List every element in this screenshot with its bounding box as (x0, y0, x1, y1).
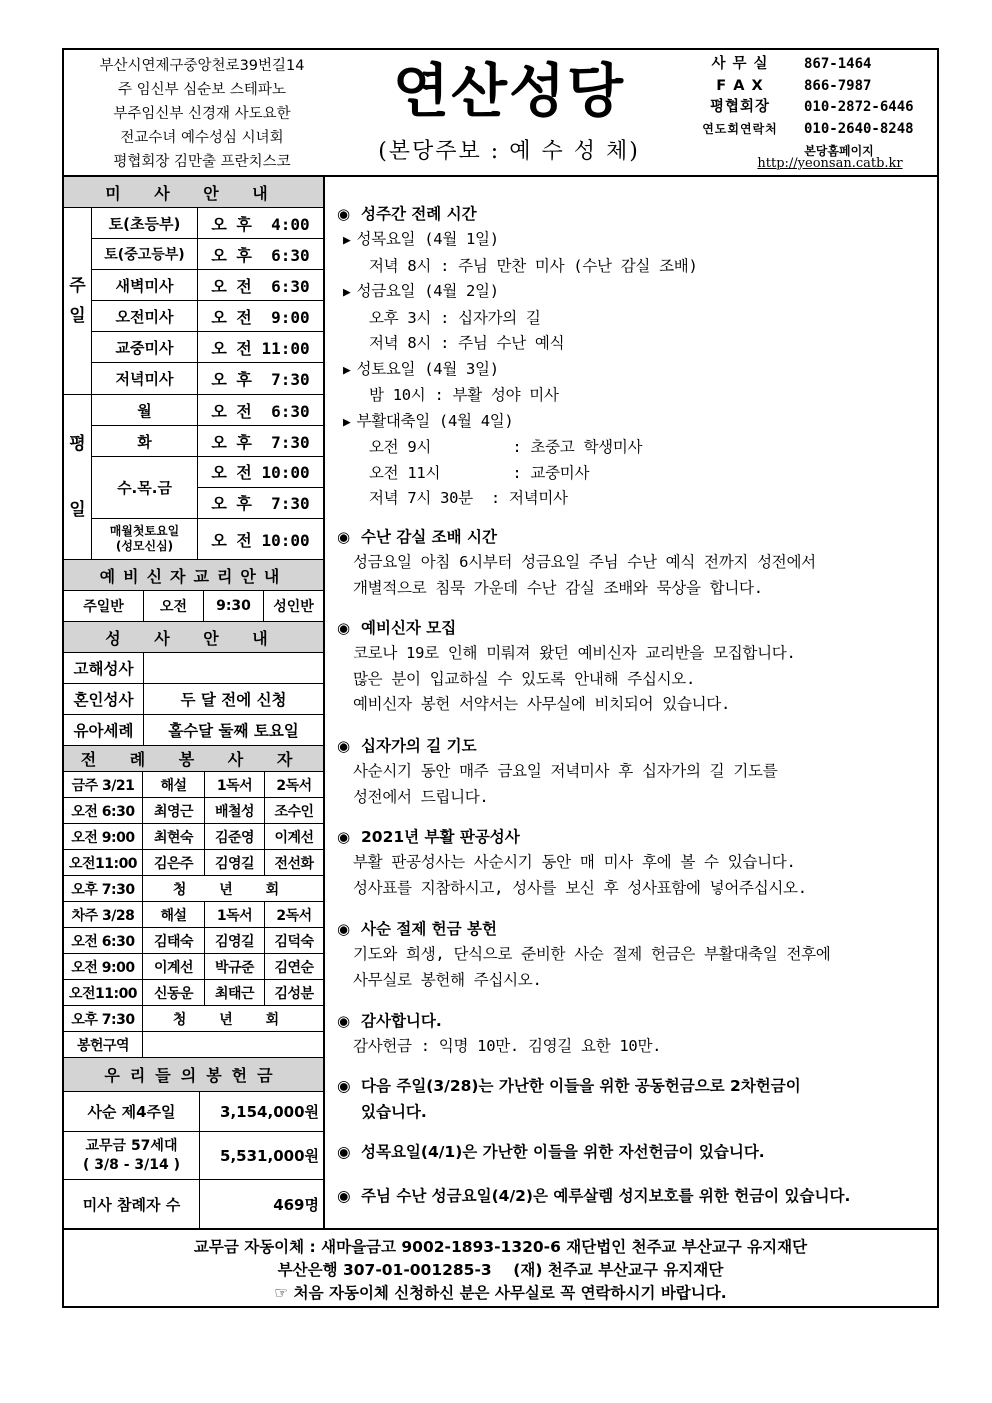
cell: 1독서 (205, 902, 265, 927)
cell: 봉헌구역 (64, 1032, 143, 1057)
notice-good-friday (337, 1183, 935, 1209)
notice-line: 오전 9시 : 초중고 학생미사 (369, 438, 643, 456)
weekday-label (64, 395, 92, 559)
triangle-icon: ▶ (343, 285, 351, 300)
day-title: 성금요일 (4월 2일) (356, 282, 499, 300)
cell: 오전 6:30 (64, 928, 143, 953)
bulletin-frame (62, 48, 939, 1308)
mass-time: 오 후 7:30 (211, 494, 310, 514)
notice-second-collection (337, 1073, 935, 1125)
liturgy-title: 전 례 봉 사 자 (64, 746, 323, 772)
notice-line: 성전에서 드립니다. (353, 787, 489, 806)
mass-name: 토(중고등부) (92, 239, 198, 269)
cell: 주일반 (64, 591, 144, 621)
notice-line: 코로나 19로 인해 미뤄져 왔던 예비신자 교리반을 모집합니다. (353, 644, 796, 662)
cell: 9:30 (204, 591, 264, 621)
bullet-icon: ◉ (337, 528, 351, 546)
cell: 해설 (143, 772, 205, 797)
offering-label (64, 1132, 200, 1179)
sacrament-name: 혼인성사 (64, 684, 144, 714)
mass-name: 새벽미사 (92, 270, 198, 300)
associate-pastor: 부주임신부 신경재 사도요한 (113, 106, 291, 122)
cell: 김연순 (274, 959, 314, 976)
sacrament-value: 홀수달 둘째 토요일 (168, 722, 299, 740)
cell: 오전 (144, 591, 204, 621)
mass-row (92, 270, 323, 301)
notice-text: 성목요일(4/1)은 가난한 이들을 위한 자선헌금이 있습니다. (361, 1143, 765, 1161)
offering-row (64, 1132, 323, 1180)
mass-time: 오 전 11:00 (211, 338, 310, 358)
table-row (64, 876, 323, 902)
cell: 1독서 (205, 772, 265, 797)
sacrament-name: 고해성사 (64, 653, 144, 683)
mass-time: 오 전 9:00 (211, 307, 310, 327)
notice-confession (337, 824, 935, 901)
notice-adoration (337, 524, 935, 601)
contact-yeondo (684, 119, 934, 141)
cell: 조수인 (274, 803, 314, 820)
mass-time: 오 후 4:00 (211, 214, 310, 234)
mass-name (92, 519, 198, 559)
offering-label-line: 교무금 57세대 (85, 1137, 178, 1154)
mass-time: 오 전 10:00 (198, 457, 323, 488)
bullet-icon: ◉ (337, 737, 351, 755)
mass-time: 오 후 7:30 (211, 432, 310, 452)
table-row (64, 928, 323, 954)
bullet-icon: ◉ (337, 1143, 351, 1161)
cell: 오전 6:30 (64, 798, 143, 823)
notice-line: 사순시기 동안 매주 금요일 저녁미사 후 십자가의 길 기도를 (353, 762, 778, 780)
mass-name: 화 (92, 426, 198, 456)
address: 부산시연제구중앙천로39번길14 (99, 58, 305, 74)
notice-lenten-offering (337, 916, 935, 993)
day-title: 성토요일 (4월 3일) (356, 359, 499, 378)
notice-line: 성사표를 지참하시고, 성사를 보신 후 성사표함에 넣어주십시오. (353, 878, 807, 897)
mass-name: 오전미사 (92, 301, 198, 331)
table-row (64, 980, 323, 1006)
notice-title: 수난 감실 조배 시간 (361, 528, 497, 546)
notice-title: 예비신자 모집 (361, 619, 457, 637)
bullet-icon: ◉ (337, 1187, 351, 1205)
bullet-icon: ◉ (337, 828, 351, 846)
mass-row (92, 332, 323, 363)
mass-time: 오 후 7:30 (211, 370, 310, 389)
cell: 오전11:00 (64, 980, 143, 1005)
bullet-icon: ◉ (337, 1012, 351, 1030)
sisters: 전교수녀 예수성심 시녀회 (120, 130, 284, 146)
cell: 성인반 (273, 599, 314, 615)
notice-title: 감사합니다. (361, 1012, 442, 1030)
cell: 이계선 (143, 954, 205, 979)
cell: 김성분 (274, 985, 314, 1002)
notice-line: 예비신자 봉헌 서약서는 사무실에 비치되어 있습니다. (353, 695, 730, 713)
offering-row (64, 1092, 323, 1132)
footer-notice: ☞ 처음 자동이체 신청하신 분은 사무실로 꼭 연락하시기 바랍니다. (274, 1284, 727, 1302)
catechumen-row (64, 591, 323, 622)
mass-time: 오 전 6:30 (211, 401, 310, 421)
sunday-char: 일 (69, 306, 86, 326)
triangle-icon: ▶ (343, 414, 351, 430)
offering-label-line: ( 3/8 - 3/14 ) (82, 1156, 181, 1173)
mass-row (92, 208, 323, 239)
triangle-icon: ▶ (343, 362, 351, 378)
day-title: 성목요일 (4월 1일) (356, 230, 499, 248)
cell: 오후 7:30 (64, 1006, 143, 1031)
cell: 이계선 (274, 829, 314, 846)
sunday-label (64, 208, 92, 394)
offering-value: 5,531,000원 (220, 1147, 319, 1165)
homepage-label: 본당홈페이지 (804, 144, 874, 158)
notice-holy-week (337, 201, 935, 512)
mass-row (92, 426, 323, 457)
offering-value: 469명 (273, 1195, 319, 1214)
mass-time: 오 전 6:30 (211, 276, 310, 296)
cell: 배철성 (205, 798, 265, 823)
notice-line: 밤 10시 : 부활 성야 미사 (369, 386, 559, 404)
council-president: 평협회장 김만출 프란치스코 (113, 154, 291, 170)
table-row (64, 902, 323, 928)
pastor: 주 임신부 심순보 스테파노 (118, 82, 286, 98)
notice-title: 사순 절제 헌금 봉헌 (361, 920, 497, 938)
footer (64, 1228, 937, 1306)
day-title: 부활대축일 (4월 4일) (356, 411, 514, 430)
sacrament-name: 유아세례 (64, 715, 144, 745)
mass-row (92, 519, 323, 559)
notice-line: 저녁 8시 : 주님 만찬 미사 (수난 감실 조배) (369, 256, 698, 275)
notice-text: 주님 수난 성금요일(4/2)은 예루살렘 성지보호를 위한 헌금이 있습니다. (361, 1187, 851, 1205)
contact-value: 867-1464 (804, 56, 872, 72)
notice-line: 기도와 희생, 단식으로 준비한 사순 절제 헌금은 부활대축일 전후에 (353, 945, 831, 963)
mass-row (92, 363, 323, 394)
table-row (64, 1032, 323, 1058)
notices (327, 177, 937, 1228)
mass-name: 월 (92, 395, 198, 425)
sacrament-title: 성 사 안 내 (64, 622, 323, 653)
contact-value: 866-7987 (804, 77, 872, 94)
notice-title: 2021년 부활 판공성사 (361, 828, 520, 846)
notice-text: 있습니다. (361, 1103, 427, 1121)
cell: 김영길 (205, 850, 265, 875)
mass-name: 교중미사 (92, 332, 198, 362)
contact-label: F A X (716, 77, 764, 94)
offering-label: 미사 참례자 수 (64, 1180, 200, 1228)
weekday-mass-block (64, 395, 323, 560)
offering-title: 우리들의봉헌금 (64, 1058, 323, 1092)
cell: 최영근 (143, 798, 205, 823)
footer-account-2: 부산은행 307-01-001285-3 (재) 천주교 부산교구 유지재단 (277, 1261, 724, 1279)
mass-name: 토(초등부) (92, 208, 198, 238)
notice-stations (337, 733, 935, 810)
notice-line: 부활 판공성사는 사순시기 동안 매 미사 후에 볼 수 있습니다. (353, 853, 796, 871)
bulletin-title: 연산성당 (392, 57, 626, 125)
bullet-icon: ◉ (337, 920, 351, 938)
weekday-char: 평 (69, 434, 86, 454)
mass-time: 오 전 10:00 (211, 530, 310, 550)
cell: 오전 9:00 (64, 824, 143, 849)
mass-name: 저녁미사 (92, 363, 198, 394)
notice-catechumen (337, 615, 935, 718)
cell: 금주 3/21 (64, 772, 143, 797)
cell: 2독서 (276, 777, 312, 794)
cell: 신동운 (143, 980, 205, 1005)
mass-name: 수.목.금 (92, 457, 198, 518)
mass-time: 오 후 6:30 (211, 245, 310, 265)
mass-row (92, 395, 323, 426)
sunday-char: 주 (69, 276, 86, 296)
header (64, 50, 937, 177)
contact-council (684, 97, 934, 119)
bullet-icon: ◉ (337, 1077, 351, 1095)
contact-label: 평협회장 (709, 99, 771, 115)
cell: 오전11:00 (64, 850, 143, 875)
bullet-icon: ◉ (337, 205, 351, 223)
notice-line: 사무실로 봉헌해 주십시오. (353, 970, 542, 989)
homepage-link[interactable]: http://yeonsan.catb.kr (757, 156, 903, 171)
offering-row (64, 1180, 323, 1228)
contact-fax (684, 76, 934, 98)
sacrament-row (64, 715, 323, 746)
mass-name-line: (성모신심) (115, 539, 174, 553)
notice-holy-thursday (337, 1139, 935, 1165)
contact-office (684, 54, 934, 76)
notice-line: 감사헌금 : 익명 10만. 김영길 요한 10만. (353, 1037, 662, 1055)
sidebar (64, 177, 325, 1228)
offering-value: 3,154,000원 (220, 1103, 319, 1121)
sacrament-value: 두 달 전에 신청 (180, 691, 287, 709)
sacrament-value (144, 653, 323, 683)
cell: 최태근 (205, 980, 265, 1005)
bullet-icon: ◉ (337, 619, 351, 637)
notice-title: 십자가의 길 기도 (361, 737, 477, 755)
notice-line: 오후 3시 : 십자가의 길 (369, 308, 541, 327)
cell: 김태숙 (143, 928, 205, 953)
cell: 김덕숙 (274, 933, 314, 950)
sunday-mass-block (64, 208, 323, 395)
cell: 청 년 회 (172, 1011, 294, 1028)
contact-label: 연도회연락처 (702, 121, 778, 136)
contact-value: 010-2872-6446 (804, 99, 914, 115)
table-row (64, 798, 323, 824)
mass-row (92, 301, 323, 332)
table-row (64, 1006, 323, 1032)
notice-line: 오전 11시 : 교중미사 (369, 463, 590, 482)
cell: 박규준 (205, 954, 265, 979)
sacrament-row (64, 684, 323, 715)
cell: 전선화 (274, 855, 314, 872)
cell: 청 년 회 (172, 881, 294, 898)
notice-line: 많은 분이 입교하실 수 있도록 안내해 주십시오. (353, 669, 696, 688)
notice-line: 저녁 7시 30분 : 저녁미사 (369, 489, 568, 507)
cell: 김은주 (143, 850, 205, 875)
footer-account-1: 교무금 자동이체 : 새마을금고 9002-1893-1320-6 재단법인 천주교 부산교구 유지재단 (193, 1238, 808, 1256)
catechumen-title: 예비신자교리안내 (64, 560, 323, 591)
mass-row (92, 239, 323, 270)
weekday-char: 일 (69, 500, 86, 520)
cell: 차주 3/28 (64, 902, 143, 927)
mass-name-line: 매월첫토요일 (109, 524, 180, 538)
bulletin-subtitle: (본당주보 : 예 수 성 체) (378, 139, 640, 164)
cell: 최현숙 (143, 824, 205, 849)
sacrament-row (64, 653, 323, 684)
triangle-icon: ▶ (343, 233, 351, 248)
cell: 김영길 (205, 928, 265, 953)
notice-title: 성주간 전례 시간 (361, 205, 477, 223)
notice-line: 저녁 8시 : 주님 수난 예식 (369, 334, 565, 352)
notice-line: 성금요일 아침 6시부터 성금요일 주님 수난 예식 전까지 성전에서 (353, 553, 816, 571)
table-row (64, 824, 323, 850)
contact-value: 010-2640-8248 (804, 120, 914, 137)
table-row (64, 954, 323, 980)
contact-list (684, 54, 934, 140)
cell (143, 1032, 323, 1057)
cell: 김준영 (205, 824, 265, 849)
offering-label: 사순 제4주일 (64, 1092, 200, 1131)
table-row (64, 850, 323, 876)
cell: 오전 9:00 (64, 954, 143, 979)
cell: 2독서 (276, 907, 312, 924)
notice-line: 개별적으로 침묵 가운데 수난 감실 조배와 묵상을 합니다. (353, 578, 763, 597)
cell: 오후 7:30 (64, 876, 143, 901)
cell: 해설 (143, 902, 205, 927)
contact-label: 사 무 실 (711, 56, 769, 72)
notice-text: 다음 주일(3/28)는 가난한 이들을 위한 공동헌금으로 2차헌금이 (361, 1077, 801, 1095)
mass-row-split (92, 457, 323, 519)
notice-thanks (337, 1008, 935, 1060)
table-row (64, 772, 323, 798)
parish-info (72, 54, 332, 174)
mass-schedule-title: 미 사 안 내 (64, 177, 323, 208)
